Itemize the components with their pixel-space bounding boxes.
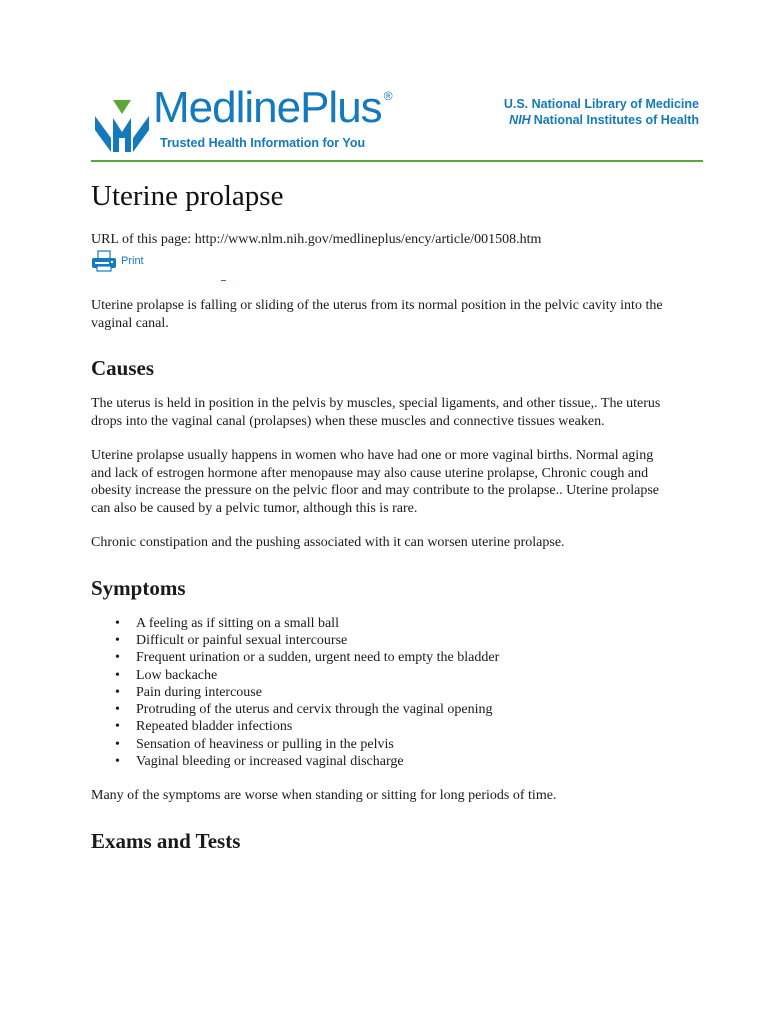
list-item: • A feeling as if sitting on a small ball (136, 615, 671, 632)
nih-name: National Institutes of Health (533, 113, 699, 127)
document-page (91, 0, 703, 853)
site-header (91, 0, 703, 162)
nih-line (504, 112, 699, 128)
list-item: • Repeated bladder infections (136, 718, 671, 735)
list-item: • Protruding of the uterus and cervix through the vaginal opening (136, 701, 671, 718)
logo-wordmark: MedlinePlus ® (153, 83, 392, 132)
page-title: Uterine prolapse (91, 180, 284, 212)
list-item: • Pain during intercouse (136, 684, 671, 701)
exams-heading: Exams and Tests (91, 828, 241, 853)
nlm-line: U.S. National Library of Medicine (503, 97, 699, 111)
article-body (91, 297, 671, 868)
logo-tagline: Trusted Health Information for You (160, 136, 366, 150)
symptoms-note: Many of the symptoms are worse when standing or sitting for long periods of time. (91, 788, 557, 804)
list-item: • Low backache (136, 667, 671, 684)
print-label[interactable]: Print (121, 255, 144, 267)
link-underline-mark (221, 280, 226, 281)
symptoms-list (91, 615, 671, 771)
list-item: • Vaginal bleeding or increased vaginal discharge (136, 753, 671, 770)
list-item: • Frequent urination or a sudden, urgent need to empty the bladder (136, 649, 671, 666)
intro-paragraph: Uterine prolapse is falling or sliding of the uterus from its normal position in the pelvic cavity into the vaginal canal. (91, 298, 663, 331)
nih-abbreviation: NIH (509, 113, 531, 127)
causes-paragraph: Chronic constipation and the pushing associated with it can worsen uterine prolapse. (91, 535, 565, 551)
nlm-nih-logo (504, 96, 699, 128)
page-url: URL of this page: http://www.nlm.nih.gov/medlineplus/ency/article/001508.htm (91, 232, 542, 247)
causes-paragraph: Uterine prolapse usually happens in women who have had one or more vaginal births. Normal aging and lack of estrogen hormone after menopause may also cause uterine prolapse, Chronic cough and obesity increase the pressure on the pelvic floor and may contribute to the prolapse.. Uterine prolapse can also be caused by a pelvic tumor, although this is rare. (91, 448, 659, 516)
list-item: • Sensation of heaviness or pulling in the pelvis (136, 736, 671, 753)
symptoms-heading: Symptoms (91, 575, 186, 600)
printer-icon (91, 250, 119, 272)
causes-paragraph: The uterus is held in position in the pelvis by muscles, special ligaments, and other tissue,. The uterus drops into the vaginal canal (prolapses) when these muscles and connective tissues weaken. (91, 396, 661, 429)
medlineplus-logo-icon (91, 94, 155, 154)
list-item: • Difficult or painful sexual intercourse (136, 632, 671, 649)
causes-heading: Causes (91, 356, 155, 380)
